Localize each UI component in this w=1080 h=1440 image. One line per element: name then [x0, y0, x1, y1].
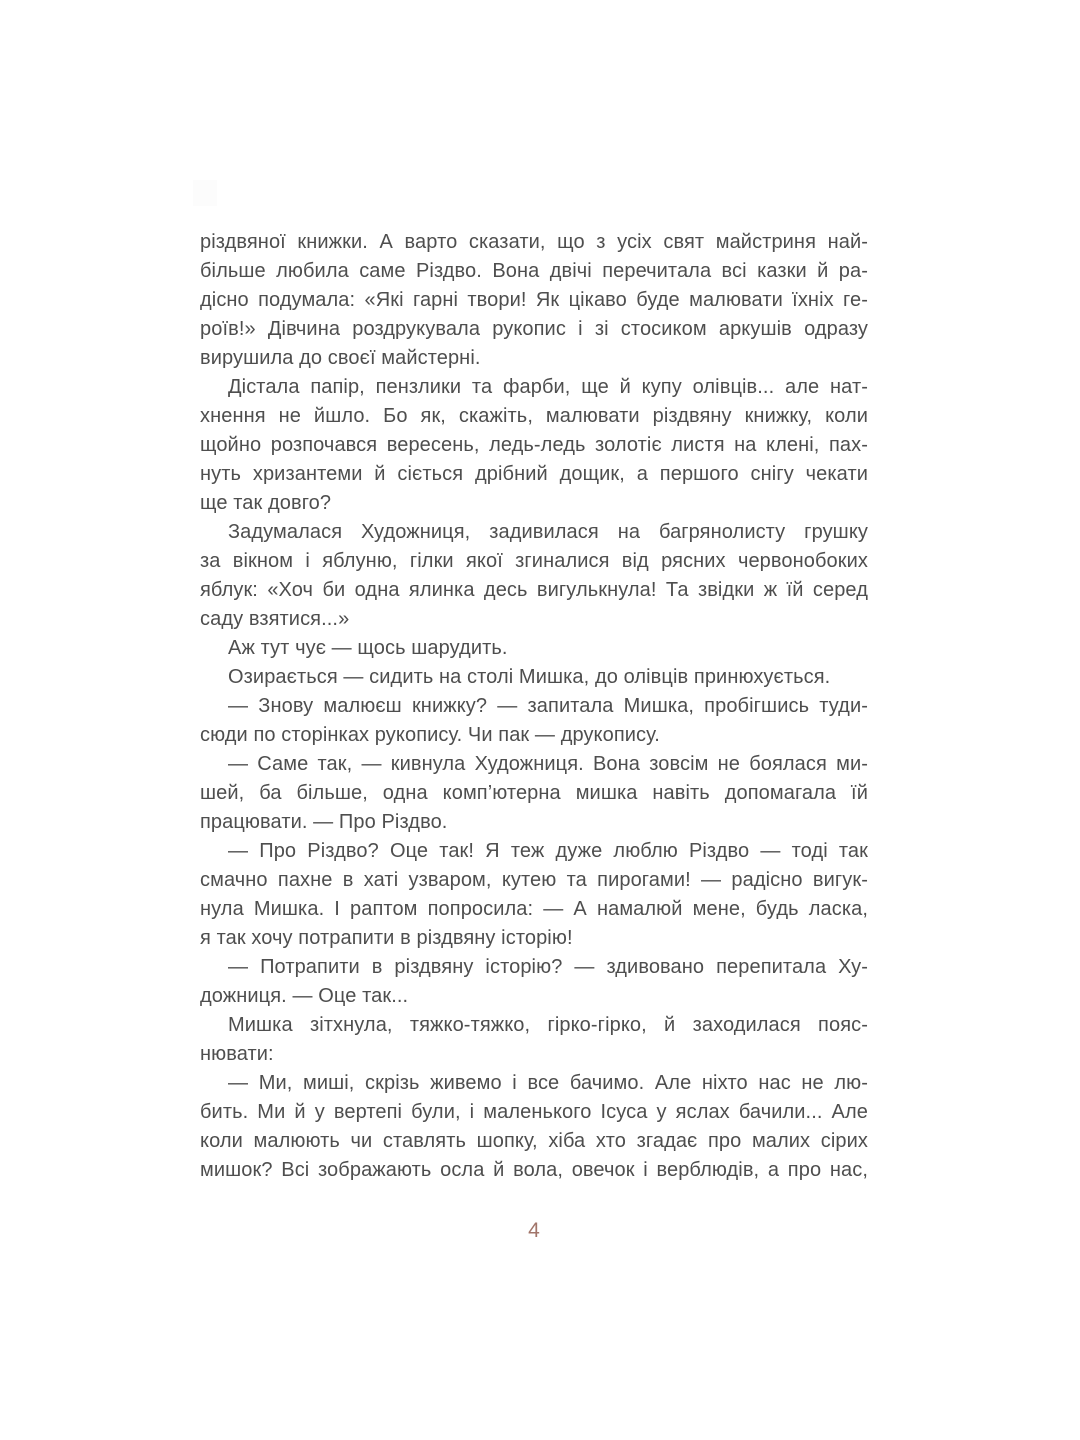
paragraph	[200, 373, 868, 518]
text-line: коли малюють чи ставлять шопку, хіба хто згадає про малих сірих	[200, 1130, 868, 1152]
text-line: різдвяної книжки. А варто сказати, що з усіх свят майстриня най-	[200, 231, 868, 253]
text-line: смачно пахне в хаті узваром, кутею та пирогами! — радісно вигук-	[200, 869, 868, 891]
paragraph	[200, 692, 868, 750]
text-line: нювати:	[200, 1043, 274, 1065]
page-text	[200, 228, 868, 1185]
paragraph	[200, 750, 868, 837]
text-line: нула Мишка. І раптом попросила: — А намалюй мене, будь ласка,	[200, 898, 868, 920]
text-line: бить. Ми й у вертепі були, і маленького Ісуса у яслах бачили... Але	[200, 1101, 868, 1123]
text-line: працювати. — Про Різдво.	[200, 811, 448, 833]
text-line: за вікном і яблуню, гілки якої згиналися від рясних червонобоких	[200, 550, 868, 572]
text-line: — Ми, миші, скрізь живемо і все бачимо. Але ніхто нас не лю-	[228, 1072, 868, 1094]
paragraph	[200, 1011, 868, 1069]
text-line: дожниця. — Оце так...	[200, 985, 409, 1007]
text-line: роїв!» Дівчина роздрукувала рукопис і зі стосиком аркушів одразу	[200, 318, 868, 340]
text-line: ще так довго?	[200, 492, 332, 514]
faint-mark	[193, 180, 217, 206]
text-line: — Про Різдво? Оце так! Я теж дуже люблю Різдво — тоді так	[228, 840, 868, 862]
text-line: я так хочу потрапити в різдвяну історію!	[200, 927, 573, 949]
paragraph	[200, 663, 868, 692]
text-line: — Потрапити в різдвяну історію? — здивовано перепитала Ху-	[228, 956, 868, 978]
paragraph	[200, 837, 868, 953]
text-line: вирушила до своєї майстерні.	[200, 347, 481, 369]
text-line: мишок? Всі зображають осла й вола, овечок і верблюдів, а про нас,	[200, 1159, 868, 1181]
text-line: хнення не йшло. Бо як, скажіть, малювати різдвяну книжку, коли	[200, 405, 868, 427]
text-line: нуть хризантеми й сіється дрібний дощик, а першого снігу чекати	[200, 463, 868, 485]
paragraph	[200, 634, 868, 663]
page-number: 4	[528, 1219, 540, 1242]
text-line: Аж тут чує — щось шарудить.	[228, 637, 508, 659]
text-line: Озирається — сидить на столі Мишка, до олівців принюхується.	[228, 666, 831, 688]
text-line: сюди по сторінках рукопису. Чи пак — друкопису.	[200, 724, 660, 746]
text-line: яблук: «Хоч би одна ялинка десь вигулькнула! Та звідки ж їй серед	[200, 579, 868, 601]
text-line: Мишка зітхнула, тяжко-тяжко, гірко-гірко, й заходилася пояс-	[228, 1014, 868, 1036]
text-line: Дістала папір, пензлики та фарби, ще й купу олівців... але нат-	[228, 376, 868, 398]
text-line: Задумалася Художниця, задивилася на багрянолисту грушку	[228, 521, 868, 543]
paragraph	[200, 953, 868, 1011]
text-line: шей, ба більше, одна комп’ютерна мишка навіть допомагала їй	[200, 782, 868, 804]
text-line: саду взятися...»	[200, 608, 350, 630]
paragraph	[200, 518, 868, 634]
text-line: дісно подумала: «Які гарні твори! Як цікаво буде малювати їхніх ге-	[200, 289, 868, 311]
text-line: — Саме так, — кивнула Художниця. Вона зовсім не боялася ми-	[228, 753, 868, 775]
text-line: більше любила саме Різдво. Вона двічі перечитала всі казки й ра-	[200, 260, 868, 282]
paragraph	[200, 1069, 868, 1185]
paragraph	[200, 228, 868, 373]
text-line: — Знову малюєш книжку? — запитала Мишка, пробігшись туди-	[228, 695, 868, 717]
text-line: щойно розпочався вересень, ледь-ледь золотіє листя на клені, пах-	[200, 434, 868, 456]
